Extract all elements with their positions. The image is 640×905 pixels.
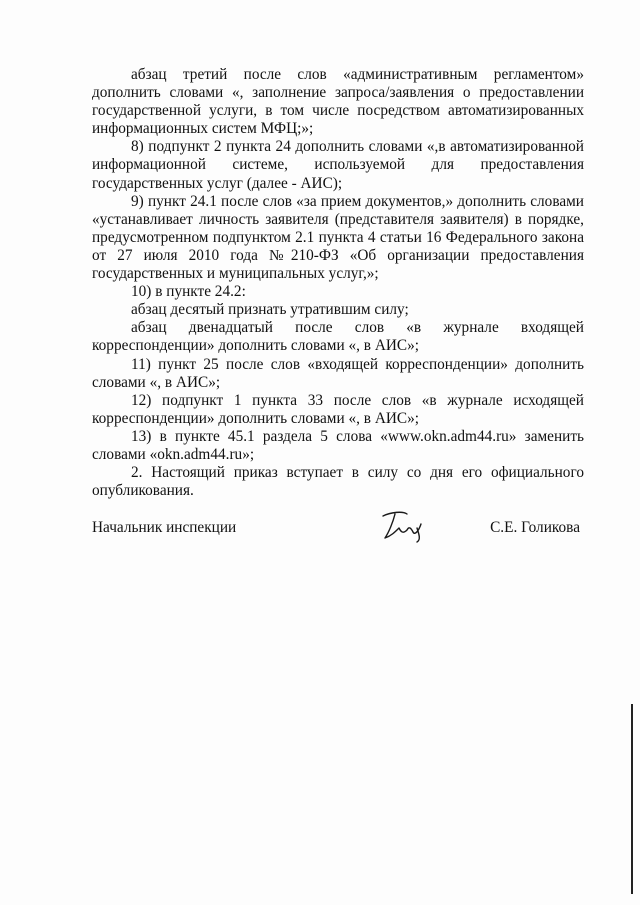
scan-edge-line [631, 704, 633, 894]
paragraph-abzac-desyatyy: абзац десятый признать утратившим силу; [131, 301, 409, 319]
paragraph-abzac-dvenadcatyy: абзац двенадцатый после слов «в журнале входящей корреспонденции» дополнить словами «, в АИС»; [92, 319, 584, 355]
signer-title: Начальник инспекции [92, 519, 237, 536]
handwritten-signature [377, 508, 429, 544]
paragraph-effective-date: 2. Настоящий приказ вступает в силу со дня его официального опубликования. [92, 464, 584, 500]
paragraph-item-10: 10) в пункте 24.2: [131, 283, 246, 301]
paragraph-item-11: 11) пункт 25 после слов «входящей корреспонденции» дополнить словами «, в АИС»; [92, 355, 584, 391]
paragraph-item-12: 12) подпункт 1 пункта 33 после слов «в журнале исходящей корреспонденции» дополнить словами «, в АИС»; [92, 391, 584, 427]
document-body [92, 66, 584, 500]
paragraph-abzac-tretiy: абзац третий после слов «административным регламентом» дополнить словами «, заполнение запроса/заявления о предоставлении государственной услуги, в том числе посредством автоматизированных информационных систем МФЦ;»; [92, 66, 584, 138]
signer-name: С.Е. Голикова [490, 519, 580, 536]
paragraph-item-8: 8) подпункт 2 пункта 24 дополнить словами «,в автоматизированной информационной системе, используемой для предоставления государственных услуг (далее - АИС); [92, 138, 584, 192]
paragraph-item-13: 13) в пункте 45.1 раздела 5 слова «www.okn.adm44.ru» заменить словами «okn.adm44.ru»; [92, 427, 584, 463]
paragraph-item-9: 9) пункт 24.1 после слов «за прием документов,» дополнить словами «устанавливает личность заявителя (представителя заявителя) в порядке, предусмотренном подпунктом 2.1 пункта 4 статьи 16 Федерального закона от 27 июля 2010 года №210-ФЗ «Об организации предоставления государственных и муниципальных услуг,»; [92, 192, 584, 283]
signature-block [92, 516, 584, 556]
